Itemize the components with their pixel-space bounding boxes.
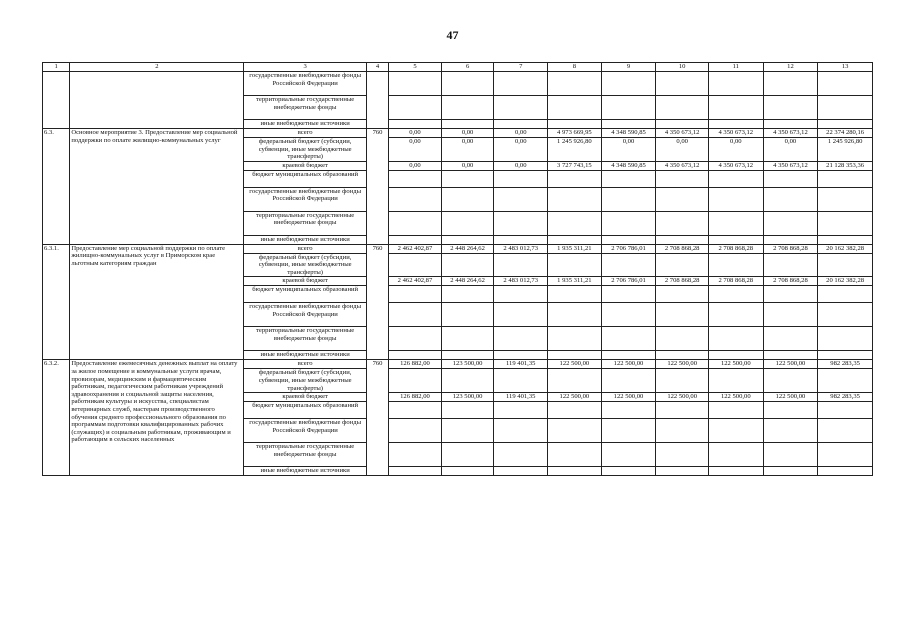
amount-cell (494, 351, 548, 360)
amount-cell (818, 253, 873, 277)
amount-cell (389, 235, 442, 244)
amount-cell: 126 882,00 (389, 360, 442, 369)
amount-cell (763, 187, 818, 211)
continuation-row (43, 72, 873, 96)
name-cell (70, 72, 244, 129)
grbs-code: 760 (366, 129, 388, 245)
column-number: 2 (70, 63, 244, 72)
amount-cell: 122 500,00 (601, 393, 656, 402)
amount-cell (708, 187, 763, 211)
table-row (43, 129, 873, 138)
amount-cell (494, 211, 548, 235)
amount-cell (656, 170, 709, 187)
amount-cell (708, 351, 763, 360)
amount-cell (656, 286, 709, 303)
amount-cell (601, 253, 656, 277)
amount-cell (548, 303, 602, 327)
table-row (43, 244, 873, 253)
column-number: 6 (441, 63, 494, 72)
grbs-cell (366, 72, 388, 129)
amount-cell (818, 402, 873, 419)
amount-cell (389, 170, 442, 187)
amount-cell: 0,00 (494, 138, 548, 162)
amount-cell: 0,00 (494, 161, 548, 170)
amount-cell (494, 369, 548, 393)
amount-cell (708, 419, 763, 443)
amount-cell (601, 286, 656, 303)
amount-cell (494, 443, 548, 467)
amount-cell (708, 467, 763, 476)
amount-cell (818, 369, 873, 393)
amount-cell: 122 500,00 (763, 393, 818, 402)
funding-source: иные внебюджетные источники (244, 235, 366, 244)
amount-cell (548, 211, 602, 235)
amount-cell: 2 483 012,73 (494, 277, 548, 286)
amount-cell (389, 286, 442, 303)
amount-cell: 4 350 673,12 (656, 129, 709, 138)
amount-cell (763, 303, 818, 327)
value-cell (548, 72, 602, 96)
amount-cell (389, 351, 442, 360)
amount-cell (441, 443, 494, 467)
amount-cell (494, 467, 548, 476)
amount-cell: 2 448 264,62 (441, 277, 494, 286)
column-number: 3 (244, 63, 366, 72)
source-cell: иные внебюджетные источники (244, 120, 366, 129)
amount-cell (441, 170, 494, 187)
amount-cell: 4 348 590,85 (601, 161, 656, 170)
funding-source: бюджет муниципальных образований (244, 286, 366, 303)
amount-cell (441, 286, 494, 303)
amount-cell (656, 351, 709, 360)
funding-source: бюджет муниципальных образований (244, 170, 366, 187)
amount-cell (389, 402, 442, 419)
column-number: 10 (656, 63, 709, 72)
amount-cell (601, 235, 656, 244)
amount-cell: 1 245 926,80 (548, 138, 602, 162)
amount-cell (708, 402, 763, 419)
funding-source: территориальные государственные внебюджетные фонды (244, 443, 366, 467)
amount-cell (656, 187, 709, 211)
grbs-code: 760 (366, 244, 388, 360)
amount-cell (656, 402, 709, 419)
amount-cell (708, 303, 763, 327)
amount-cell (656, 235, 709, 244)
amount-cell: 122 500,00 (548, 393, 602, 402)
amount-cell: 2 708 868,28 (763, 244, 818, 253)
amount-cell (818, 443, 873, 467)
amount-cell (389, 303, 442, 327)
amount-cell (548, 443, 602, 467)
amount-cell (763, 235, 818, 244)
amount-cell (601, 187, 656, 211)
measure-code: 6.3. (43, 129, 70, 245)
value-cell (389, 96, 442, 120)
amount-cell (494, 170, 548, 187)
value-cell (708, 72, 763, 96)
funding-source: государственные внебюджетные фонды Российской Федерации (244, 419, 366, 443)
amount-cell (763, 467, 818, 476)
amount-cell: 4 350 673,12 (708, 161, 763, 170)
amount-cell: 2 708 868,28 (763, 277, 818, 286)
amount-cell: 122 500,00 (708, 360, 763, 369)
amount-cell (656, 253, 709, 277)
amount-cell (441, 235, 494, 244)
amount-cell (601, 443, 656, 467)
value-cell (389, 72, 442, 96)
column-number: 5 (389, 63, 442, 72)
amount-cell: 2 448 264,62 (441, 244, 494, 253)
amount-cell (818, 351, 873, 360)
funding-source: территориальные государственные внебюджетные фонды (244, 211, 366, 235)
amount-cell (494, 286, 548, 303)
value-cell (656, 72, 709, 96)
amount-cell: 3 727 743,15 (548, 161, 602, 170)
header-row (43, 63, 873, 72)
value-cell (389, 120, 442, 129)
amount-cell: 2 708 868,28 (708, 277, 763, 286)
amount-cell: 20 162 382,28 (818, 244, 873, 253)
amount-cell (601, 419, 656, 443)
amount-cell (494, 402, 548, 419)
budget-table (42, 62, 873, 476)
amount-cell (656, 369, 709, 393)
value-cell (656, 120, 709, 129)
amount-cell (763, 351, 818, 360)
table-row (43, 360, 873, 369)
measure-name: Предоставление мер социальной поддержки по оплате жилищно-коммунальных услуг в Приморском крае льготным категориям граждан (70, 244, 244, 360)
amount-cell (763, 286, 818, 303)
value-cell (601, 72, 656, 96)
column-number: 11 (708, 63, 763, 72)
amount-cell (656, 327, 709, 351)
value-cell (441, 72, 494, 96)
amount-cell: 0,00 (601, 138, 656, 162)
code-cell (43, 72, 70, 129)
amount-cell (548, 419, 602, 443)
amount-cell: 123 500,00 (441, 393, 494, 402)
amount-cell (548, 327, 602, 351)
funding-source: иные внебюджетные источники (244, 467, 366, 476)
amount-cell (389, 327, 442, 351)
value-cell (601, 96, 656, 120)
amount-cell: 122 500,00 (763, 360, 818, 369)
value-cell (818, 96, 873, 120)
amount-cell (601, 327, 656, 351)
funding-source: всего (244, 360, 366, 369)
amount-cell (601, 351, 656, 360)
amount-cell (763, 402, 818, 419)
amount-cell: 0,00 (494, 129, 548, 138)
amount-cell: 0,00 (389, 138, 442, 162)
value-cell (494, 96, 548, 120)
column-number: 13 (818, 63, 873, 72)
source-cell: территориальные государственные внебюджетные фонды (244, 96, 366, 120)
amount-cell (708, 170, 763, 187)
page-number: 47 (446, 28, 459, 42)
amount-cell: 20 162 382,28 (818, 277, 873, 286)
amount-cell (818, 419, 873, 443)
amount-cell (656, 211, 709, 235)
amount-cell (494, 419, 548, 443)
amount-cell: 4 350 673,12 (708, 129, 763, 138)
value-cell (548, 96, 602, 120)
amount-cell: 119 401,35 (494, 360, 548, 369)
amount-cell: 4 350 673,12 (656, 161, 709, 170)
amount-cell (601, 170, 656, 187)
amount-cell (548, 187, 602, 211)
value-cell (494, 120, 548, 129)
value-cell (656, 96, 709, 120)
value-cell (763, 120, 818, 129)
measure-code: 6.3.1. (43, 244, 70, 360)
funding-source: территориальные государственные внебюджетные фонды (244, 327, 366, 351)
amount-cell (601, 369, 656, 393)
amount-cell (441, 369, 494, 393)
amount-cell: 4 973 669,95 (548, 129, 602, 138)
column-number: 12 (763, 63, 818, 72)
column-number: 8 (548, 63, 602, 72)
amount-cell (548, 286, 602, 303)
amount-cell (708, 443, 763, 467)
amount-cell (656, 467, 709, 476)
funding-source: краевой бюджет (244, 161, 366, 170)
amount-cell (818, 235, 873, 244)
amount-cell: 2 708 868,28 (708, 244, 763, 253)
amount-cell (494, 327, 548, 351)
amount-cell: 2 462 402,87 (389, 277, 442, 286)
amount-cell: 982 283,35 (818, 393, 873, 402)
amount-cell: 21 128 353,36 (818, 161, 873, 170)
amount-cell: 0,00 (389, 129, 442, 138)
amount-cell (441, 211, 494, 235)
funding-source: федеральный бюджет (субсидии, субвенции, иные межбюджетные трансферты) (244, 369, 366, 393)
amount-cell: 0,00 (441, 138, 494, 162)
amount-cell: 122 500,00 (708, 393, 763, 402)
amount-cell (494, 187, 548, 211)
amount-cell (601, 402, 656, 419)
value-cell (548, 120, 602, 129)
amount-cell (818, 286, 873, 303)
amount-cell (818, 211, 873, 235)
amount-cell (763, 211, 818, 235)
amount-cell: 4 348 590,85 (601, 129, 656, 138)
funding-source: федеральный бюджет (субсидии, субвенции, иные межбюджетные трансферты) (244, 253, 366, 277)
value-cell (818, 72, 873, 96)
value-cell (441, 120, 494, 129)
measure-code: 6.3.2. (43, 360, 70, 476)
funding-source: краевой бюджет (244, 277, 366, 286)
amount-cell: 0,00 (763, 138, 818, 162)
amount-cell (548, 467, 602, 476)
source-cell: государственные внебюджетные фонды Российской Федерации (244, 72, 366, 96)
amount-cell: 122 500,00 (656, 360, 709, 369)
amount-cell: 122 500,00 (656, 393, 709, 402)
amount-cell: 126 882,00 (389, 393, 442, 402)
amount-cell: 0,00 (656, 138, 709, 162)
amount-cell (763, 419, 818, 443)
amount-cell: 2 706 786,01 (601, 244, 656, 253)
amount-cell: 0,00 (708, 138, 763, 162)
amount-cell (494, 253, 548, 277)
amount-cell (818, 303, 873, 327)
value-cell (494, 72, 548, 96)
funding-source: государственные внебюджетные фонды Российской Федерации (244, 303, 366, 327)
value-cell (763, 72, 818, 96)
amount-cell (441, 253, 494, 277)
amount-cell (656, 419, 709, 443)
amount-cell (601, 467, 656, 476)
amount-cell: 2 706 786,01 (601, 277, 656, 286)
amount-cell (548, 351, 602, 360)
column-number: 7 (494, 63, 548, 72)
amount-cell (389, 253, 442, 277)
amount-cell: 122 500,00 (548, 360, 602, 369)
amount-cell (818, 327, 873, 351)
value-cell (601, 120, 656, 129)
amount-cell (548, 235, 602, 244)
value-cell (708, 120, 763, 129)
amount-cell (548, 170, 602, 187)
amount-cell: 0,00 (389, 161, 442, 170)
value-cell (708, 96, 763, 120)
amount-cell (548, 402, 602, 419)
amount-cell: 982 283,35 (818, 360, 873, 369)
amount-cell (389, 419, 442, 443)
value-cell (441, 96, 494, 120)
amount-cell (656, 443, 709, 467)
funding-source: федеральный бюджет (субсидии, субвенции, иные межбюджетные трансферты) (244, 138, 366, 162)
value-cell (818, 120, 873, 129)
amount-cell: 1 935 311,21 (548, 244, 602, 253)
funding-source: государственные внебюджетные фонды Российской Федерации (244, 187, 366, 211)
amount-cell (389, 187, 442, 211)
amount-cell (818, 467, 873, 476)
amount-cell (389, 211, 442, 235)
amount-cell (494, 235, 548, 244)
amount-cell (763, 369, 818, 393)
amount-cell (708, 235, 763, 244)
amount-cell (708, 211, 763, 235)
amount-cell: 1 245 926,80 (818, 138, 873, 162)
amount-cell (763, 327, 818, 351)
amount-cell: 2 483 012,73 (494, 244, 548, 253)
amount-cell: 4 350 673,12 (763, 161, 818, 170)
amount-cell: 2 708 868,28 (656, 244, 709, 253)
amount-cell (441, 419, 494, 443)
funding-source: всего (244, 129, 366, 138)
column-number: 1 (43, 63, 70, 72)
amount-cell (708, 253, 763, 277)
amount-cell (441, 327, 494, 351)
grbs-code: 760 (366, 360, 388, 476)
amount-cell: 2 708 868,28 (656, 277, 709, 286)
measure-name: Предоставление ежемесячных денежных выплат на оплату за жилое помещение и коммунальные услуги врачам, провизорам, медицинским и фармацевтическим работникам, педагогическим работникам учреждений здравоохранения и социальной защиты населения, работникам культуры и искусства, специалистам ветеринарных служб, мастерам производственного обучения среднего профессионального образования по программам подготовки квалифицированных рабочих (служащих) и социальным работникам, проживающим и работающим в сельских населенных (70, 360, 244, 476)
column-number: 4 (366, 63, 388, 72)
amount-cell: 119 401,35 (494, 393, 548, 402)
amount-cell (548, 369, 602, 393)
measure-name: Основное мероприятие 3. Предоставление мер социальной поддержки по оплате жилищно-коммунальных услуг (70, 129, 244, 245)
amount-cell (601, 303, 656, 327)
amount-cell (708, 286, 763, 303)
amount-cell (763, 253, 818, 277)
amount-cell (441, 351, 494, 360)
amount-cell: 0,00 (441, 129, 494, 138)
amount-cell (389, 467, 442, 476)
amount-cell: 2 462 402,87 (389, 244, 442, 253)
amount-cell (548, 253, 602, 277)
amount-cell (441, 187, 494, 211)
amount-cell: 122 500,00 (601, 360, 656, 369)
funding-source: всего (244, 244, 366, 253)
amount-cell (601, 211, 656, 235)
amount-cell (441, 303, 494, 327)
amount-cell (389, 369, 442, 393)
amount-cell: 123 500,00 (441, 360, 494, 369)
amount-cell (441, 402, 494, 419)
amount-cell (656, 303, 709, 327)
value-cell (763, 96, 818, 120)
funding-source: краевой бюджет (244, 393, 366, 402)
amount-cell (389, 443, 442, 467)
amount-cell (441, 467, 494, 476)
amount-cell (763, 443, 818, 467)
amount-cell (818, 170, 873, 187)
amount-cell: 1 935 311,21 (548, 277, 602, 286)
amount-cell (763, 170, 818, 187)
amount-cell: 0,00 (441, 161, 494, 170)
funding-source: иные внебюджетные источники (244, 351, 366, 360)
amount-cell (708, 369, 763, 393)
amount-cell (708, 327, 763, 351)
amount-cell (818, 187, 873, 211)
amount-cell: 22 374 280,16 (818, 129, 873, 138)
column-number: 9 (601, 63, 656, 72)
amount-cell (494, 303, 548, 327)
funding-source: бюджет муниципальных образований (244, 402, 366, 419)
amount-cell: 4 350 673,12 (763, 129, 818, 138)
